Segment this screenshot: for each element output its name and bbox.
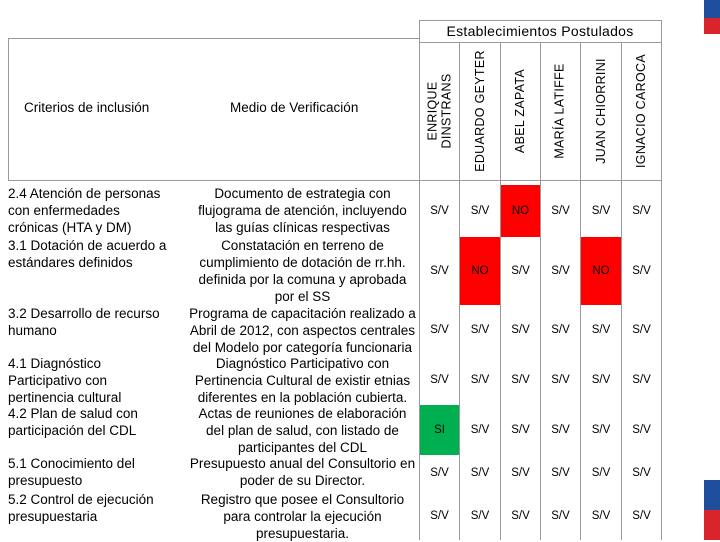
establishment-name: ENRIQUE DINSTRANS [425, 73, 453, 149]
status-cell: S/V [632, 509, 651, 522]
status-cell: S/V [632, 265, 651, 277]
criteria-line: estándares definidos [8, 255, 133, 270]
criteria-line: Participativo con [8, 373, 108, 388]
status-cell: S/V [632, 467, 651, 479]
row-criteria [8, 305, 186, 339]
verification-line: Constatación en terreno de [221, 238, 384, 253]
row-criteria [8, 185, 186, 236]
row-criteria [8, 405, 186, 439]
verification-line: las guías clínicas respectivas [215, 220, 390, 235]
status-cell: S/V [511, 324, 530, 336]
status-cell: SI [420, 405, 459, 455]
verification-line: del plan de salud, con listado de [206, 423, 399, 438]
row-verification [186, 305, 419, 356]
status-cell: S/V [551, 509, 570, 522]
verification-line: diferentes en la población cubierta. [197, 390, 408, 405]
status-cell: S/V [470, 509, 490, 522]
status-cell: S/V [632, 374, 651, 386]
verification-line: poder de su Director. [239, 473, 366, 488]
status-cell: S/V [551, 324, 570, 336]
criteria-line: pertinencia cultural [8, 390, 122, 405]
criteria-line: 3.2 Desarrollo de recurso [8, 306, 160, 321]
row-criteria [8, 491, 186, 525]
status-cell: NO [501, 185, 540, 237]
status-cell: S/V [591, 467, 611, 479]
status-cell: S/V [591, 374, 611, 386]
verification-line: por el SS [274, 289, 331, 304]
brand-band-blue-top [704, 0, 720, 18]
status-cell: NO [581, 237, 621, 305]
criteria-column-header: Criterios de inclusión [24, 100, 150, 115]
verification-line: Diagnóstico Participativo con [215, 356, 390, 371]
left-header-top-rule [8, 38, 419, 39]
row-verification [186, 491, 419, 542]
establishment-header [419, 42, 459, 180]
verification-line: del Modelo por categoría funcionaria [192, 340, 413, 355]
verification-line: definida por la comuna y aprobada [198, 272, 407, 287]
status-cell: S/V [551, 205, 570, 217]
establishment-name: MARÍA LATIFFE [553, 63, 568, 159]
establishment-name: EDUARDO GEYTER [472, 50, 487, 172]
status-cell: S/V [470, 324, 490, 336]
criteria-line: 5.2 Control de ejecución [8, 492, 154, 507]
criteria-line: participación del CDL [8, 423, 137, 438]
criteria-line: con enfermedades [8, 203, 120, 218]
criteria-line: presupuesto [8, 473, 83, 488]
column-rule [661, 20, 662, 540]
establishments-group-title: Establecimientos Postulados [446, 23, 634, 39]
status-cell: S/V [551, 374, 570, 386]
row-criteria [8, 237, 186, 271]
criteria-line: 5.1 Conocimiento del [8, 456, 135, 471]
verification-line: Documento de estrategia con [214, 186, 391, 201]
verification-line: Actas de reuniones de elaboración [198, 406, 407, 421]
verification-line: Programa de capacitación realizado a [189, 306, 416, 321]
status-cell: S/V [511, 374, 530, 386]
verification-line: participantes del CDL [237, 440, 368, 455]
criteria-line: humano [8, 323, 57, 338]
status-cell: S/V [591, 324, 611, 336]
verification-line: para controlar la ejecución [223, 509, 382, 524]
status-cell: S/V [511, 467, 530, 479]
status-cell: S/V [511, 509, 530, 522]
status-cell: S/V [470, 205, 490, 217]
status-cell: S/V [551, 265, 570, 277]
establishment-header [459, 42, 500, 180]
brand-band-red-top [704, 18, 720, 34]
criteria-line: presupuestaria [8, 509, 98, 524]
left-header-bottom-rule [8, 180, 419, 181]
row-criteria [8, 355, 186, 406]
status-cell: S/V [632, 205, 651, 217]
status-cell: S/V [430, 374, 449, 386]
status-cell: S/V [632, 424, 651, 436]
establishment-header [540, 42, 580, 180]
establishment-name: ABEL ZAPATA [513, 68, 527, 154]
row-verification [186, 455, 419, 489]
status-cell: S/V [430, 205, 449, 217]
status-cell: S/V [591, 424, 611, 436]
verification-line: Pertinencia Cultural de existir etnias [194, 373, 411, 388]
status-cell: S/V [430, 324, 449, 336]
establishment-name: JUAN CHIORRINI [593, 58, 608, 164]
status-cell: S/V [430, 265, 449, 277]
status-cell: S/V [430, 467, 449, 479]
row-verification [186, 237, 419, 305]
criteria-line: 2.4 Atención de personas [8, 186, 161, 201]
status-cell: S/V [511, 265, 530, 277]
establishment-header [500, 42, 540, 180]
header-top-rule [419, 20, 661, 21]
verification-line: Presupuesto anual del Consultorio en [189, 456, 416, 471]
status-cell: S/V [632, 324, 651, 336]
brand-band-red-bottom [704, 510, 720, 540]
status-cell: S/V [430, 509, 449, 522]
row-verification [186, 405, 419, 456]
status-cell: S/V [470, 467, 490, 479]
verification-line: cumplimiento de dotación de rr.hh. [199, 255, 406, 270]
criteria-line: crónicas (HTA y DM) [8, 220, 132, 235]
establishment-name: IGNACIO CAROCA [634, 54, 648, 168]
row-verification [186, 185, 419, 236]
verification-line: Abril de 2012, con aspectos centrales [189, 323, 416, 338]
verification-line: Registro que posee el Consultorio [200, 492, 405, 507]
verification-line: flujograma de atención, incluyendo [198, 203, 407, 218]
status-cell: S/V [511, 424, 530, 436]
establishment-header [621, 42, 661, 180]
status-cell: S/V [470, 424, 490, 436]
status-cell: S/V [470, 374, 490, 386]
left-header-rule [8, 38, 9, 180]
verification-column-header: Medio de Verificación [230, 100, 359, 115]
verification-line: presupuestaria. [255, 526, 350, 541]
brand-band-blue-bottom [704, 480, 720, 510]
status-cell: S/V [551, 424, 570, 436]
status-cell: S/V [591, 205, 611, 217]
criteria-line: 4.1 Diagnóstico [8, 356, 102, 371]
criteria-line: 3.1 Dotación de acuerdo a [8, 238, 167, 253]
status-cell: S/V [591, 509, 611, 522]
status-cell: S/V [551, 467, 570, 479]
criteria-line: 4.2 Plan de salud con [8, 406, 138, 421]
status-cell: NO [460, 237, 500, 305]
row-verification [186, 355, 419, 406]
establishment-header [580, 42, 621, 180]
row-criteria [8, 455, 186, 489]
